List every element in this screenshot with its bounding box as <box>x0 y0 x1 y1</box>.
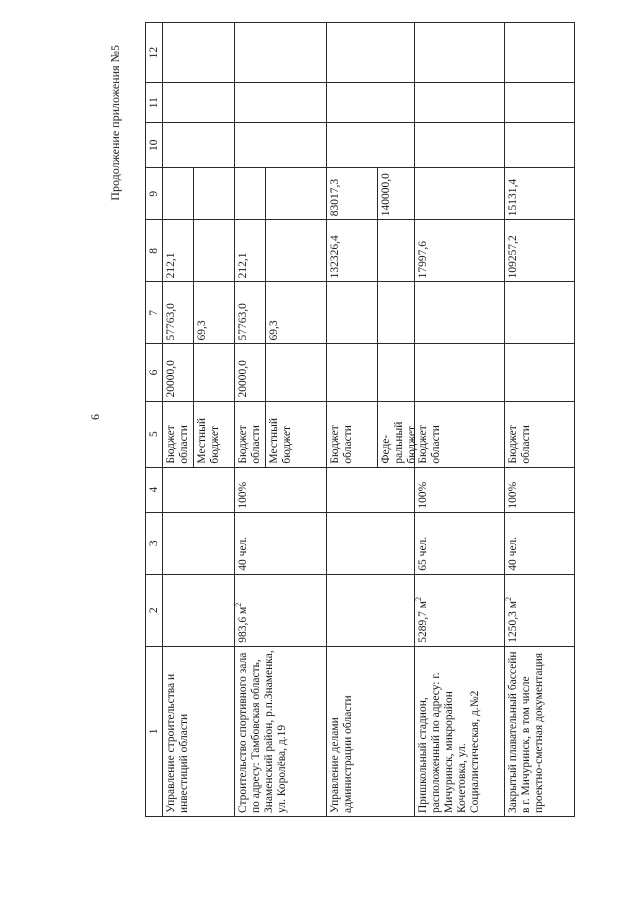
value <box>163 168 194 219</box>
value <box>378 220 412 281</box>
area-cell <box>505 574 575 646</box>
area-superscript: 2 <box>414 597 424 602</box>
value: 57763,0 <box>235 282 266 343</box>
value: 20000,0 <box>235 344 266 400</box>
column-number: 5 <box>146 401 163 467</box>
value: 69,3 <box>268 320 280 341</box>
empty-cell <box>163 23 235 83</box>
empty-cell <box>505 123 575 168</box>
financing-table <box>145 22 575 817</box>
percent-cell: 100% <box>415 467 505 512</box>
percent-cell <box>327 467 415 512</box>
table-row <box>505 23 575 817</box>
column-number: 10 <box>146 123 163 168</box>
value-cell <box>163 282 235 344</box>
table-row <box>163 23 235 817</box>
empty-cell <box>327 23 415 83</box>
column-number: 1 <box>146 646 163 816</box>
value <box>266 168 300 219</box>
empty-cell <box>505 83 575 123</box>
value: 212,1 <box>163 220 194 281</box>
column-number: 12 <box>146 23 163 83</box>
row-name: Управление делами администрации области <box>327 646 415 816</box>
column-number: 6 <box>146 344 163 401</box>
value <box>194 168 228 219</box>
appendix-caption: Продолжение приложения №5 <box>108 45 122 201</box>
budget-source-cell <box>163 401 235 467</box>
value <box>235 168 266 219</box>
percent-cell <box>163 467 235 512</box>
value-cell <box>327 168 415 220</box>
value <box>505 344 575 401</box>
budget-source-cell <box>327 401 418 467</box>
column-number: 7 <box>146 282 163 344</box>
value <box>415 344 505 401</box>
value-cell <box>235 282 327 344</box>
area-value: 983,6 м <box>237 606 249 643</box>
budget-label: Бюджет области <box>327 402 378 467</box>
budget-label: Бюджет области <box>235 402 266 467</box>
empty-cell <box>415 83 505 123</box>
table-row <box>327 23 415 817</box>
row-name: Управление строительства и инвестиций области <box>163 646 235 816</box>
value: 15131,4 <box>505 168 575 220</box>
value <box>266 220 300 281</box>
column-number: 8 <box>146 220 163 282</box>
value-cell <box>163 168 235 220</box>
value-cell <box>235 344 327 401</box>
value-cell <box>163 344 235 401</box>
empty-cell <box>235 83 327 123</box>
area-value: 1250,3 м <box>507 601 519 643</box>
budget-label: Местный бюджет <box>196 417 221 464</box>
value <box>194 344 228 400</box>
value: 17997,6 <box>415 220 505 282</box>
area-cell <box>415 574 505 646</box>
value <box>378 282 412 343</box>
percent-cell: 100% <box>235 467 327 512</box>
value <box>415 168 505 220</box>
value <box>415 282 505 344</box>
empty-cell <box>235 123 327 168</box>
value <box>266 344 300 400</box>
value <box>327 282 378 343</box>
empty-cell <box>415 123 505 168</box>
area-cell <box>235 574 327 646</box>
budget-label: Феде-ральный бюджет <box>380 421 418 464</box>
empty-cell <box>235 23 327 83</box>
row-name: Закрытый плавательный бассейн в г. Мичуринск, в том числе проектно-сметная документация <box>505 646 575 816</box>
value: 132326,4 <box>327 220 378 281</box>
people-cell <box>327 512 415 574</box>
value <box>505 282 575 344</box>
value: 109257,2 <box>505 220 575 282</box>
people-cell: 65 чел. <box>415 512 505 574</box>
value-cell <box>327 220 415 282</box>
empty-cell <box>327 83 415 123</box>
people-cell <box>163 512 235 574</box>
budget-label: Бюджет области <box>505 401 575 467</box>
value-cell <box>327 344 415 401</box>
area-cell <box>327 574 415 646</box>
column-number: 11 <box>146 83 163 123</box>
empty-cell <box>163 123 235 168</box>
column-number-row <box>146 23 163 817</box>
empty-cell <box>505 23 575 83</box>
column-number: 2 <box>146 574 163 646</box>
value: 140000,0 <box>380 173 392 217</box>
column-number: 9 <box>146 168 163 220</box>
area-cell <box>163 574 235 646</box>
area-value: 5289,7 м <box>417 601 429 643</box>
value <box>378 344 412 400</box>
empty-cell <box>327 123 415 168</box>
row-name: Строительство спортивного зала по адресу: Тамбовская область, Знаменский район, р.п.Знаменка, ул. Королёва, д.19 <box>235 646 327 816</box>
value: 69,3 <box>196 320 208 341</box>
area-superscript: 2 <box>234 602 244 607</box>
value-cell <box>163 220 235 282</box>
column-number: 3 <box>146 512 163 574</box>
value-cell <box>235 168 327 220</box>
budget-label: Бюджет области <box>163 402 194 467</box>
people-cell: 40 чел. <box>235 512 327 574</box>
value-cell <box>327 282 415 344</box>
value: 83017,3 <box>327 168 378 219</box>
page-number: 6 <box>88 414 102 420</box>
budget-source-cell <box>235 401 327 467</box>
budget-label: Местный бюджет <box>268 417 293 464</box>
value <box>327 344 378 400</box>
area-superscript: 2 <box>504 597 514 602</box>
empty-cell <box>415 23 505 83</box>
table-row <box>415 23 505 817</box>
value <box>194 220 228 281</box>
table-row <box>235 23 327 817</box>
percent-cell: 100% <box>505 467 575 512</box>
value: 212,1 <box>235 220 266 281</box>
value: 57763,0 <box>163 282 194 343</box>
empty-cell <box>163 83 235 123</box>
budget-label: Бюджет области <box>415 401 505 467</box>
column-number: 4 <box>146 467 163 512</box>
row-name: Пришкольный стадион, расположенный по адресу: г. Мичуринск, микрорайон Кочетовка, ул. Социалистическая, д.№2 <box>415 646 505 816</box>
people-cell: 40 чел. <box>505 512 575 574</box>
value-cell <box>235 220 327 282</box>
value: 20000,0 <box>163 344 194 400</box>
